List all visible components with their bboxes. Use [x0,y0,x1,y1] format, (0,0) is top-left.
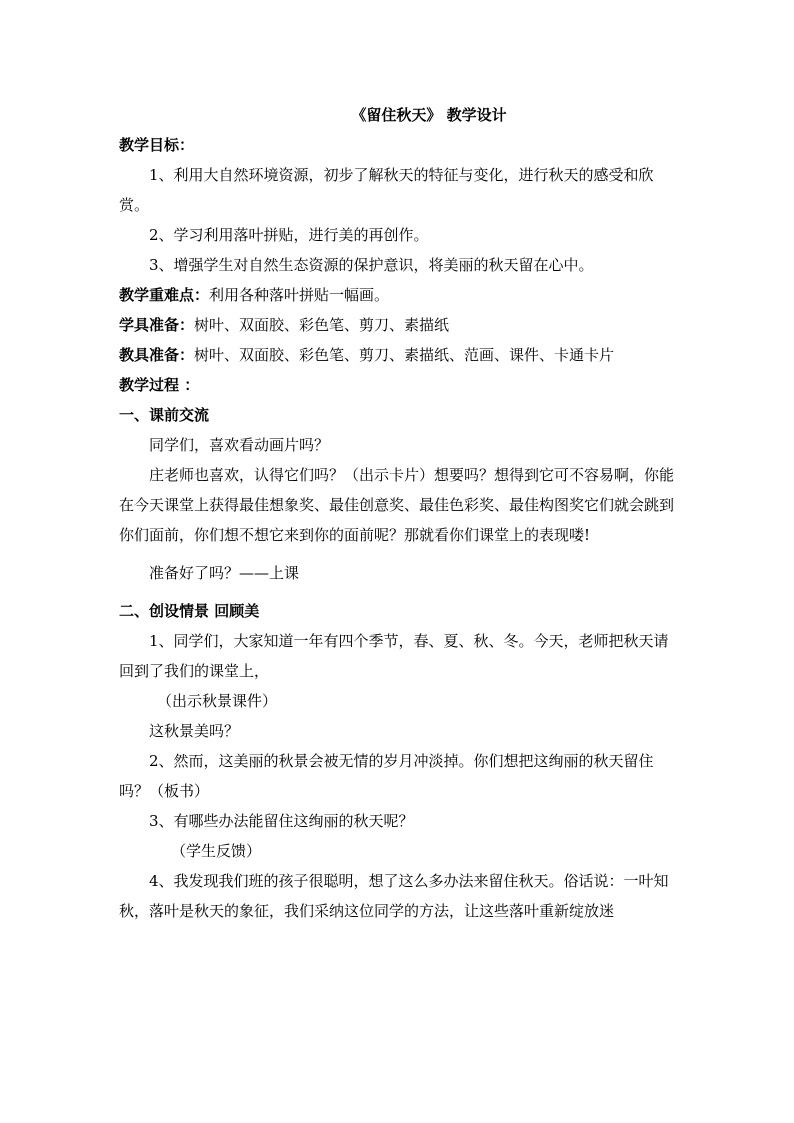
section1-paragraph: 同学们，喜欢看动画片吗？ [149,436,330,454]
student-prep-text: 树叶、双面胶、彩色笔、剪刀、素描纸 [194,316,450,334]
student-prep-label: 学具准备： [119,316,195,334]
teacher-prep-label: 教具准备： [119,346,195,364]
key-points-label: 教学重难点： [119,286,210,304]
section2-paragraph: 1、同学们，大家知道一年有四个季节，春、夏、秋、冬。今天，老师把秋天请回到了我们的课堂上， [119,632,669,680]
section2-paragraph: （学生反馈） [171,842,262,860]
teacher-prep-line [119,340,679,370]
student-prep-line [119,310,679,340]
section1-heading: 一、课前交流 [119,406,210,424]
key-points-line [119,280,679,310]
section2-heading: 二、创设情景 回顾美 [119,602,260,620]
section2-paragraph: （出示秋景课件） [157,692,278,710]
goal-item: 3、增强学生对自然生态资源的保护意识，将美丽的秋天留在心中。 [149,256,594,274]
goal-item: 2、学习利用落叶拼贴，进行美的再创作。 [149,226,429,244]
goal-item: 1、利用大自然环境资源，初步了解秋天的特征与变化，进行秋天的感受和欣赏。 [119,166,654,214]
section2-paragraph: 4、我发现我们班的孩子很聪明，想了这么多办法来留住秋天。俗话说：一叶知秋，落叶是秋天的象征，我们采纳这位同学的方法，让这些落叶重新绽放迷 [119,872,669,920]
section2-paragraph: 这秋景美吗？ [149,722,240,740]
section1-paragraph: 庄老师也喜欢，认得它们吗？（出示卡片）想要吗？想得到它可不容易啊，你能在今天课堂上获得最佳想象奖、最佳创意奖、最佳色彩奖、最佳构图奖它们就会跳到你们面前，你们想不想它来到你的面前呢？那就看你们课堂上的表现喽! [119,466,675,544]
goals-heading: 教学目标： [119,136,195,154]
process-heading: 教学过程 ： [119,376,200,394]
document-page [119,100,679,926]
section2-paragraph: 3、有哪些办法能留住这绚丽的秋天呢？ [149,812,414,830]
section2-paragraph: 2、然而，这美丽的秋景会被无情的岁月冲淡掉。你们想把这绚丽的秋天留住吗？（板书） [119,752,654,800]
section1-paragraph: 准备好了吗？——上课 [149,564,300,582]
teacher-prep-text: 树叶、双面胶、彩色笔、剪刀、素描纸、范画、课件、卡通卡片 [194,346,615,364]
page-title: 《留住秋天》 教学设计 [351,106,507,124]
key-points-text: 利用各种落叶拼贴一幅画。 [209,286,390,304]
